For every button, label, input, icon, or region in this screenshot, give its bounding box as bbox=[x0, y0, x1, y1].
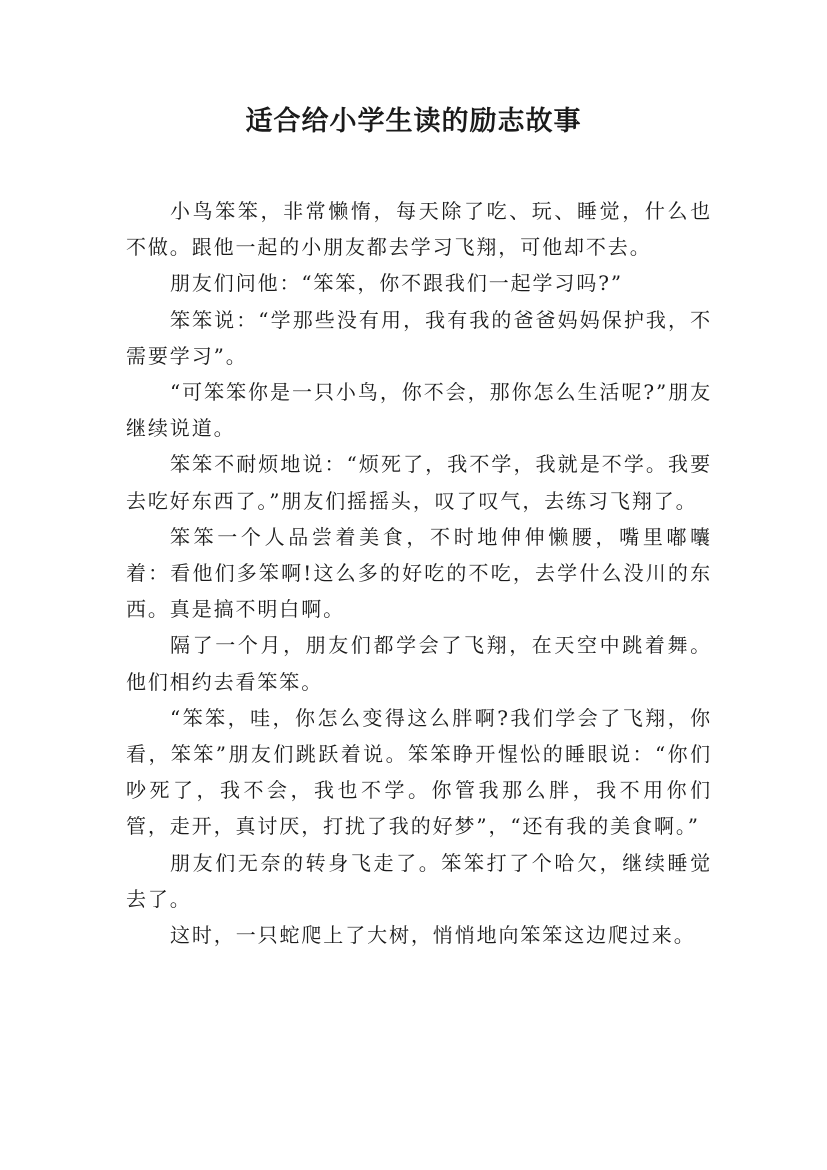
paragraph: 隔了一个月，朋友们都学会了飞翔，在天空中跳着舞。他们相约去看笨笨。 bbox=[126, 633, 712, 694]
paragraph: 笨笨一个人品尝着美食，不时地伸伸懒腰，嘴里嘟囔着：看他们多笨啊!这么多的好吃的不吃，去学什么没川的东西。真是搞不明白啊。 bbox=[126, 524, 712, 622]
paragraph: 这时，一只蛇爬上了大树，悄悄地向笨笨这边爬过来。 bbox=[170, 923, 696, 948]
paragraph: 朋友们无奈的转身飞走了。笨笨打了个哈欠，继续睡觉去了。 bbox=[126, 850, 712, 911]
paragraph: 朋友们问他：“笨笨，你不跟我们一起学习吗?” bbox=[170, 271, 623, 296]
paragraph: 笨笨不耐烦地说：“烦死了，我不学，我就是不学。我要去吃好东西了。”朋友们摇摇头，叹了叹气，去练习飞翔了。 bbox=[126, 452, 712, 513]
paragraph: 小鸟笨笨，非常懒惰，每天除了吃、玩、睡觉，什么也不做。跟他一起的小朋友都去学习飞翔，可他却不去。 bbox=[126, 199, 712, 260]
paragraph: “可笨笨你是一只小鸟，你不会，那你怎么生活呢?”朋友继续说道。 bbox=[126, 380, 712, 441]
paragraph: 笨笨说：“学那些没有用，我有我的爸爸妈妈保护我，不需要学习”。 bbox=[126, 307, 712, 368]
document-body bbox=[126, 193, 712, 953]
document-title: 适合给小学生读的励志故事 bbox=[245, 106, 582, 137]
paragraph: “笨笨，哇，你怎么变得这么胖啊?我们学会了飞翔，你看，笨笨”朋友们跳跃着说。笨笨睁开惺忪的睡眼说：“你们吵死了，我不会，我也不学。你管我那么胖，我不用你们管，走开，真讨厌，打扰了我的好梦”，“还有我的美食啊。” bbox=[126, 705, 712, 839]
